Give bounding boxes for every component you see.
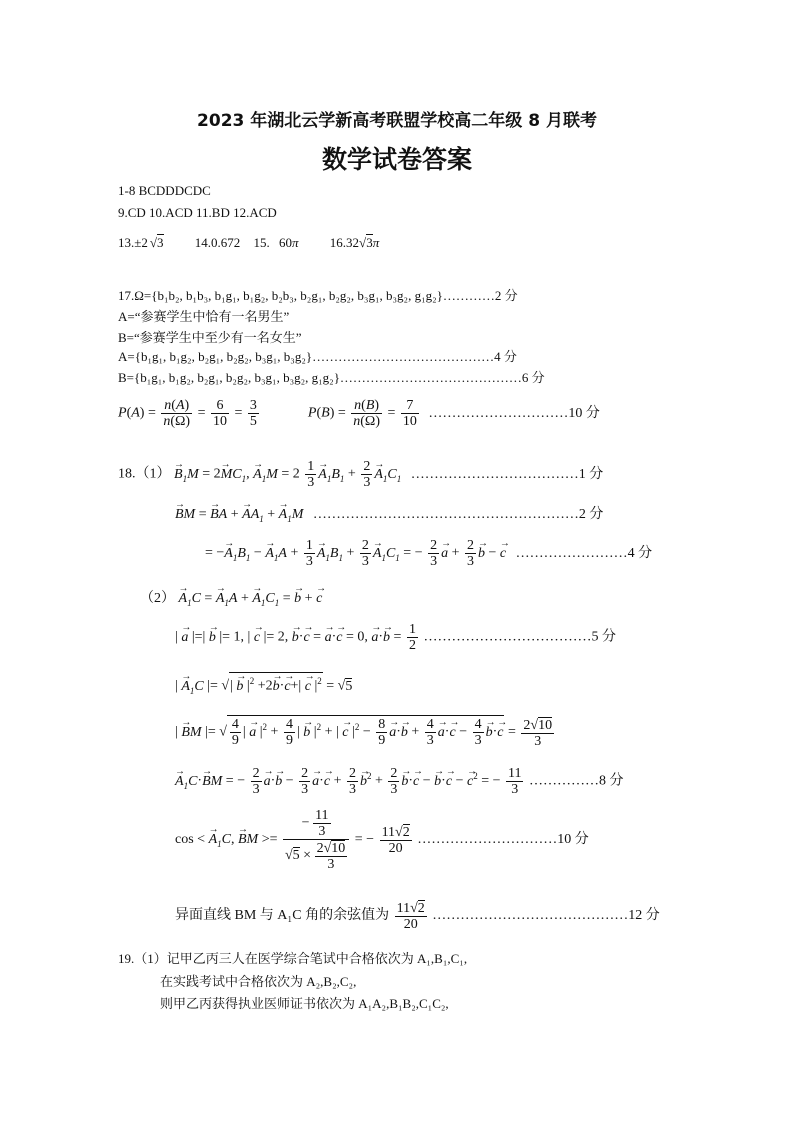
q18-conclusion: 异面直线 BM 与 A₁C 角的余弦值为 $\frac{11√2}{20}$ ……………………………………12 分 (175, 901, 660, 932)
q18-1-line2: → BM = → BA + → $AA_1$ + → $A_1M$ …………………………………………………2 分 (175, 506, 603, 528)
answer-13: 13.±2 (118, 235, 148, 250)
q17-set-b: B={b₁g₁, b₁g₂, b₂g₁, b₂g₂, b₃g₁, b₃g₂, g₁g₂}……………………………………6 分 (118, 370, 545, 385)
q18-score-2: …………………………………………………2 分 (312, 507, 604, 522)
q17-probabilities: P(A) = $\frac{n(A)}{n(\Omega)}$ = $\frac{6}{10}$ = $\frac{3}{5}$ P(B) = $\frac{n(B)}{n(\Omega)}$ = $\frac{7}{10}$ …………………………10 分 (118, 398, 600, 429)
answers-mc: 1-8 BCDDDCDC (118, 183, 211, 198)
q17-event-b: B=“参赛学生中至少有一名女生” (118, 330, 302, 345)
answer-14: 14.0.672 (194, 235, 241, 250)
q18-1-line1: $18.(1) \to B_1M = 2\to MC_1$, → $A_1M = 2$ $\frac{1}{3}$ → $A_1B_1$ + $\frac{2}{3}$ → $A_1C_1$ ………………………………1 分 (118, 459, 603, 490)
q18-1-line3: = −→ $A_1B_1$ − → $A_1A$ + $\frac{1}{3}$ → $A_1B_1$ + $\frac{2}{3}$ → $A_1C_1$ = − $\frac{2}{3}$ → a + $\frac{2}{3}$ → b − → c ……………………4 分 (205, 538, 652, 569)
q18-2-line5: → $A_1C\cdot\to$ BM = − $\frac{2}{3}$ → a·→ b − $\frac{2}{3}$ → a·→ c + $\frac{2}{3}$ → $b^2$ + $\frac{2}{3}$ → b·→ c − → b·→ c − → $c^2$ = − $\frac{11}{3}$ ……………8 分 (175, 766, 623, 797)
q17-event-a: A=“参赛学生中恰有一名男生” (118, 309, 290, 324)
q18-2-line4: | → BM |= √ $\frac{4}{9}$ | → a $|^2$ + $\frac{4}{9}$ | → b $|^2$ + | → c $|^2$ − $\frac{8}{9}$ → a·→ b + $\frac{4}{3}$ → a·→ c − $\frac{4}{3}$ → b·→ c = $\frac{2√10}{3}$ (175, 715, 556, 749)
q19-line2: 在实践考试中合格依次为 A₂,B₂,C₂, (160, 974, 357, 989)
q18-score-8: ……………8 分 (528, 773, 624, 789)
q18-score-12: ……………………………………12 分 (432, 908, 660, 924)
page-title: 2023 年湖北云学新高考联盟学校高二年级 8 月联考 (197, 111, 597, 131)
q17-omega: 17.Ω={b₁b₂, b₁b₃, b₁g₁, b₁g₂, b₂b₃, b₂g₁, b₂g₂, b₃g₁, b₃g₂, g₁g₂}…………2 分 (118, 288, 518, 303)
q18-score-4: ……………………4 分 (515, 545, 653, 561)
answer-16: 16.32 (329, 235, 360, 250)
page-subtitle: 数学试卷答案 (321, 145, 472, 174)
answer-15: 15. (253, 235, 270, 250)
q18-score-10: …………………………10 分 (417, 832, 589, 848)
q18-conclusion-text: 异面直线 BM 与 A₁C 角的余弦值为 (175, 908, 390, 924)
q18-label-2: （2） (140, 591, 175, 606)
q19-line3: 则甲乙丙获得执业医师证书依次为 A₁A₂,B₁B₂,C₁C₂, (160, 996, 449, 1011)
q18-2-line3: | → $A_1C$ |= √| → b $|^2 +2\to b\cdot\to c+| \to c$ $|^2 = √5$ (175, 672, 352, 699)
q17-set-a: A={b₁g₁, b₁g₂, b₂g₁, b₂g₂, b₃g₁, b₃g₂}……………………………………4 分 (118, 349, 517, 364)
q18-score-5: ………………………………5 分 (423, 629, 616, 645)
q18-score-1: ………………………………1 分 (410, 466, 604, 482)
q18-2-line6: cos < → $A_1C$, → BM >= − $\frac{11}{3}$ √5 × $\frac{2√10}{3}$ = − $\frac{11√2}{20}$ …………………………10 分 (175, 808, 589, 872)
q17-score: …………………………10 分 (428, 405, 600, 421)
answers-fill: 13.±2 √3 14.0.672 15. 60π 16.32√3π (118, 235, 380, 250)
q18-label-1: 18.（1） (118, 466, 171, 482)
q19-line1: 19.（1）记甲乙丙三人在医学综合笔试中合格依次为 A₁,B₁,C₁, (118, 951, 468, 966)
q18-2-line1: $(2) \to A_1C$ = → $A_1A$ + → $A_1C_1$ = → b + → c (140, 590, 322, 612)
q18-2-line2: | → a |=| → b |= 1, | → c |= 2, → b·→ c = → a·→ c = 0, → a·→ b = $\frac{1}{2}$ ………………………………5 分 (175, 622, 616, 653)
answers-multi: 9.CD 10.ACD 11.BD 12.ACD (118, 205, 277, 220)
